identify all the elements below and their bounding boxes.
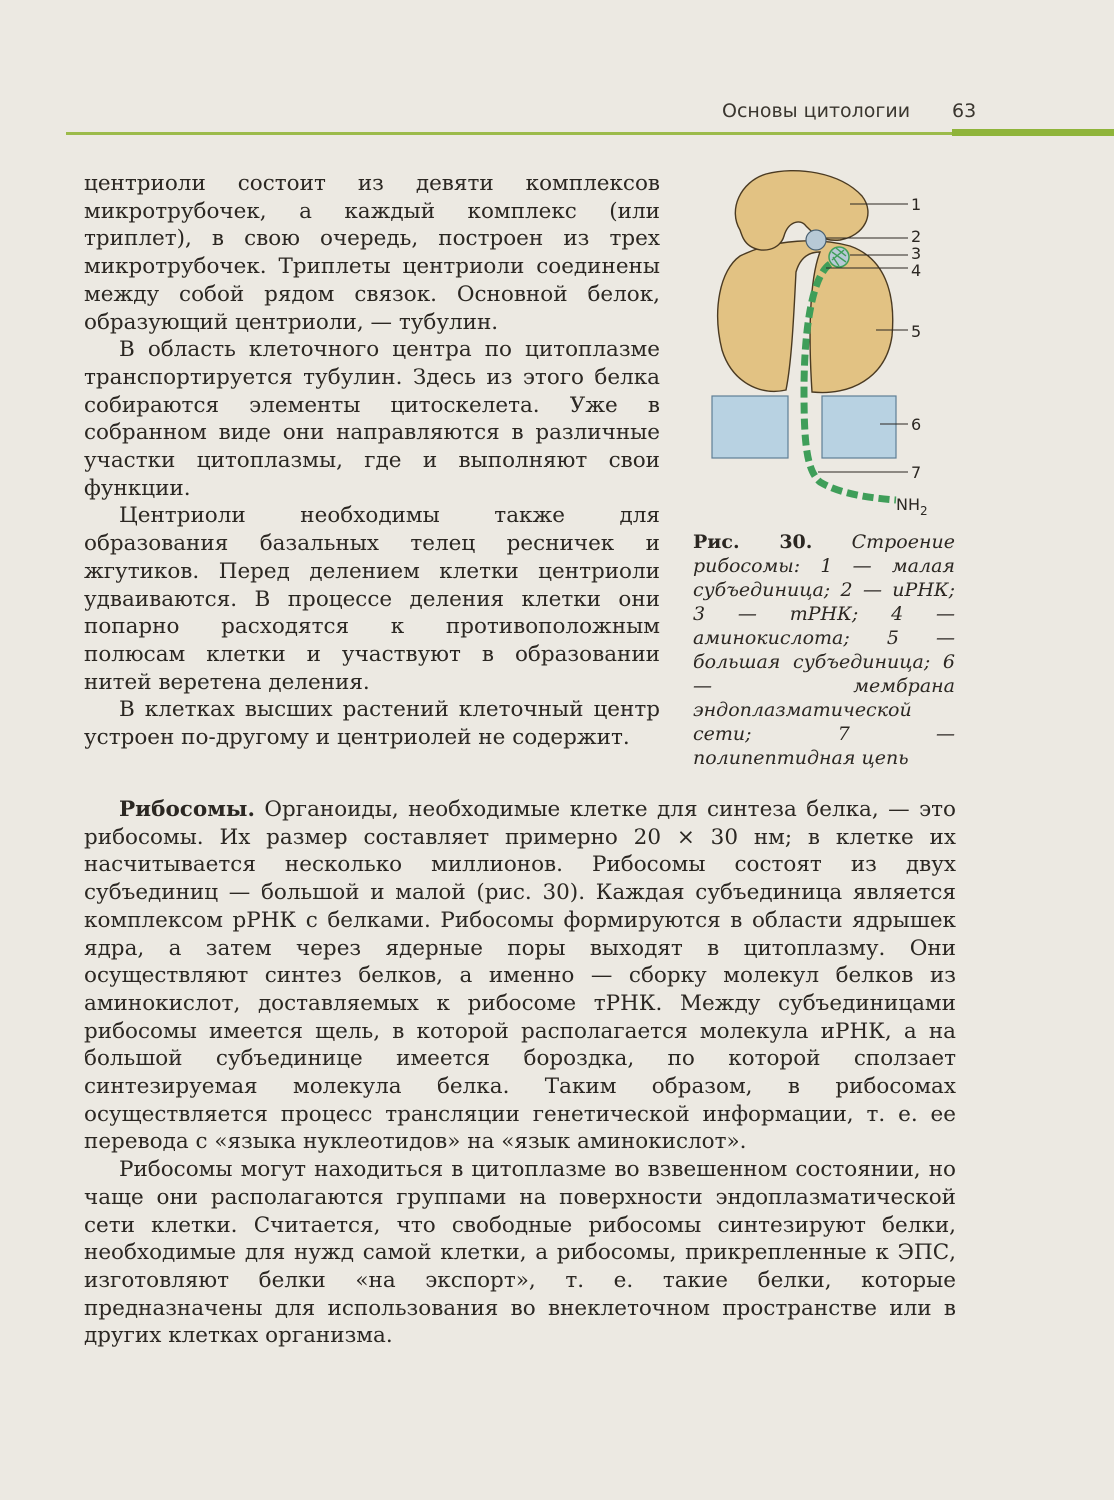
header-accent-bar bbox=[952, 129, 1114, 136]
figure-caption-text: Строение рибосомы: 1 — малая субъединица; 2 — иРНК; 3 — тРНК; 4 — аминокислота; 5 — большая субъединица; 6 — мембрана эндоплазматической сети; 7 — полипептидная цепь bbox=[693, 531, 955, 769]
paragraph-ribosome-location: Рибосомы могут находиться в цитоплазме во взвешенном состоянии, но чаще они располагаются группами на поверхности эндоплазматической сети клетки. Считается, что свободные рибосомы синтезируют белки, необходимые для нужд самой клетки, а рибосомы, прикрепленные к ЭПС, изготовляют белки «на экспорт», т. е. такие белки, которые предназначены для использования во внеклеточном пространстве или в других клетках организма. bbox=[84, 1157, 956, 1349]
figure-label-6: 6 bbox=[911, 415, 922, 434]
er-membrane-left bbox=[712, 396, 788, 458]
paragraph-ribosomes bbox=[84, 796, 956, 1156]
mrna-circle bbox=[806, 230, 826, 250]
figure-label-2: 2 bbox=[911, 227, 922, 246]
paragraph-plant-cells: В клетках высших растений клеточный центр устроен по-другому и центриолей не содержит. bbox=[84, 697, 660, 751]
paragraph-centriole-function: Центриоли необходимы также для образования базальных телец ресничек и жгутиков. Перед делением клетки центриоли удваиваются. В процессе деления клетки они попарно расходятся к противоположным полюсам клетки и участвуют в образовании нитей веретена деления. bbox=[84, 503, 660, 695]
figure-caption-number: Рис. 30. bbox=[693, 531, 813, 553]
large-subunit bbox=[718, 241, 893, 393]
er-membrane-right bbox=[822, 396, 896, 458]
running-header-title: Основы цитологии bbox=[722, 100, 911, 122]
figure-label-1: 1 bbox=[911, 195, 922, 214]
nh2-subscript: 2 bbox=[920, 504, 928, 518]
left-column-text bbox=[84, 170, 660, 752]
nh2-main: NH bbox=[896, 495, 920, 514]
paragraph-centriole-structure: центриоли состоит из девяти комплексов микротрубочек, а каждый комплекс (или триплет), в свою очередь, построен из трех микротрубочек. Триплеты центриоли соединены между собой рядом связок. Основной белок, образующий центриоли, — тубулин. bbox=[84, 171, 660, 335]
page-number: 63 bbox=[952, 100, 977, 122]
figure-caption bbox=[693, 530, 955, 770]
figure-label-7: 7 bbox=[911, 463, 922, 482]
ribosome-figure bbox=[700, 160, 960, 520]
figure-label-4: 4 bbox=[911, 261, 922, 280]
ribosomes-text: Органоиды, необходимые клетке для синтеза белка, — это рибосомы. Их размер составляет примерно 20 × 30 нм; в клетке их насчитывается несколько миллионов. Рибосомы состоят из двух субъединиц — большой и малой (рис. 30). Каждая субъединица является комплексом рРНК с белками. Рибосомы формируются в области ядрышек ядра, а затем через ядерные поры выходят в цитоплазму. Они осуществляют синтез белков, а именно — сборку молекул белков из аминокислот, доставляемых к рибосоме тРНК. Между субъединицами рибосомы имеется щель, в которой располагается молекула иРНК, а на большой субъединице имеется бороздка, по которой сползает синтезируемая молекула белка. Таким образом, в рибосомах осуществляется процесс трансляции генетической информации, т. е. ее перевода с «языка нуклеотидов» на «язык аминокислот». bbox=[84, 797, 956, 1155]
main-text bbox=[84, 796, 956, 1350]
figure-label-3: 3 bbox=[911, 244, 922, 263]
paragraph-tubulin-transport: В область клеточного центра по цитоплазме транспортируется тубулин. Здесь из этого белка собираются элементы цитоскелета. Уже в собранном виде они направляются в различные участки цитоплазмы, где и выполняют свои функции. bbox=[84, 337, 660, 501]
figure-label-5: 5 bbox=[911, 322, 922, 341]
nh2-label bbox=[896, 495, 928, 518]
ribosomes-heading: Рибосомы. bbox=[119, 797, 255, 822]
